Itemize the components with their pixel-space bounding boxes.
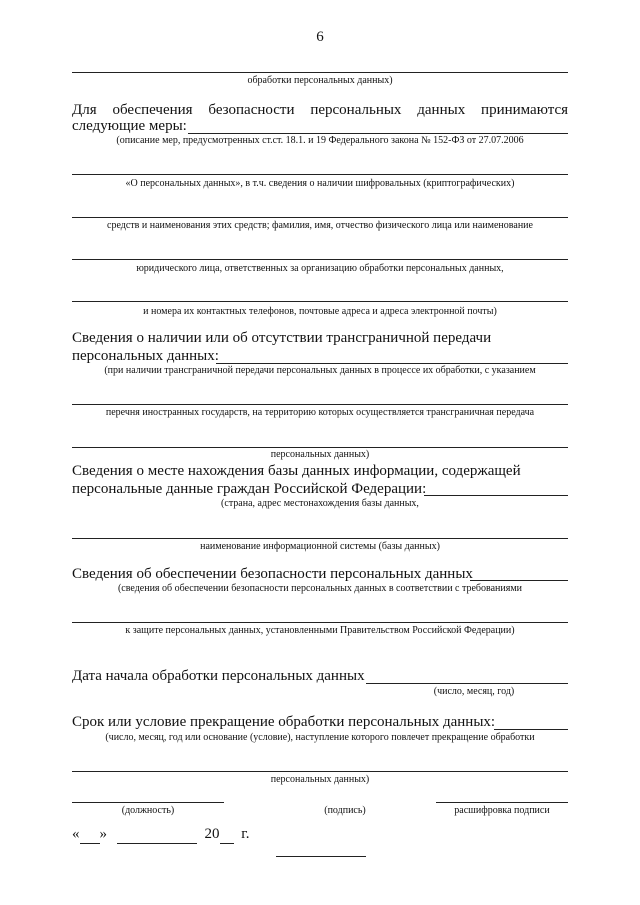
field-caption: персональных данных) [270, 774, 370, 785]
date-year-field[interactable] [220, 825, 234, 844]
fill-line[interactable] [72, 301, 568, 302]
field-caption: «О персональных данных», в т.ч. сведения о наличии шифровальных (криптографических) [125, 178, 515, 189]
field-caption: перечня иностранных государств, на территорию которых осуществляется трансграничная передача [105, 407, 535, 418]
date-day-field[interactable] [80, 825, 100, 844]
field-caption: (описание мер, предусмотренных ст.ст. 18.1. и 19 Федерального закона № 152-ФЗ от 27.07.2006 [116, 135, 524, 146]
section-heading-crossborder-cont: персональных данных: [72, 348, 219, 364]
start-date-label: Дата начала обработки персональных данных [72, 668, 365, 684]
date-close-quote: » [99, 826, 107, 842]
fill-line[interactable] [72, 538, 568, 539]
fill-line[interactable] [72, 404, 568, 405]
section-heading-security-cont: следующие меры: [72, 118, 187, 134]
section-heading-database-cont: персональные данные граждан Российской Федерации: [72, 481, 427, 497]
field-caption: средств и наименования этих средств; фамилия, имя, отчество физического лица или наименование [107, 220, 533, 231]
field-caption: персональных данных) [270, 449, 370, 460]
field-caption: (число, месяц, год или основание (условие), наступление которого повлечет прекращение обработки [105, 732, 535, 743]
fill-line[interactable] [72, 622, 568, 623]
date-suffix: г. [241, 826, 250, 842]
field-caption: (сведения об обеспечении безопасности персональных данных в соответствии с требованиями [117, 583, 523, 594]
field-caption: наименование информационной системы (базы данных) [200, 541, 440, 552]
position-caption: (должность) [121, 805, 175, 816]
fill-line[interactable] [72, 447, 568, 448]
decode-field[interactable] [436, 802, 568, 803]
date-month-field[interactable] [117, 825, 197, 844]
fill-line[interactable] [72, 217, 568, 218]
signature-caption: (подпись) [324, 805, 366, 816]
date-open-quote: « [72, 826, 80, 842]
start-date-field[interactable] [366, 683, 568, 684]
fill-line[interactable] [424, 495, 568, 496]
fill-line[interactable] [72, 771, 568, 772]
date-century: 20 [204, 826, 220, 842]
section-heading-database: Сведения о месте нахождения базы данных информации, содержащей [72, 463, 521, 479]
fill-line[interactable] [188, 133, 568, 134]
fill-line[interactable] [72, 174, 568, 175]
section-heading-protection: Сведения об обеспечении безопасности персональных данных [72, 566, 473, 582]
decode-caption: расшифровка подписи [454, 805, 550, 816]
field-caption: и номера их контактных телефонов, почтовые адреса и адреса электронной почты) [143, 306, 497, 317]
fill-line[interactable] [470, 580, 568, 581]
fill-line[interactable] [72, 259, 568, 260]
section-heading-termination: Срок или условие прекращение обработки персональных данных: [72, 714, 496, 730]
section-heading-security: Для обеспечения безопасности персональных данных принимаются [72, 102, 568, 118]
field-caption: юридического лица, ответственных за организацию обработки персональных данных, [136, 263, 504, 274]
fill-line [72, 72, 568, 73]
footnote-separator [276, 856, 366, 857]
position-field[interactable] [72, 802, 224, 803]
field-caption: (число, месяц, год) [433, 686, 515, 697]
field-caption: (страна, адрес местонахождения базы данных, [221, 498, 419, 509]
field-caption: (при наличии трансграничной передачи персональных данных в процессе их обработки, с указанием [104, 365, 536, 376]
field-caption: к защите персональных данных, установленными Правительством Российской Федерации) [125, 625, 515, 636]
section-heading-crossborder: Сведения о наличии или об отсутствии трансграничной передачи [72, 330, 492, 346]
date-line [72, 825, 249, 844]
fill-line[interactable] [494, 729, 568, 730]
field-caption: обработки персональных данных) [247, 75, 393, 86]
page-number: 6 [316, 29, 324, 45]
fill-line[interactable] [216, 363, 568, 364]
